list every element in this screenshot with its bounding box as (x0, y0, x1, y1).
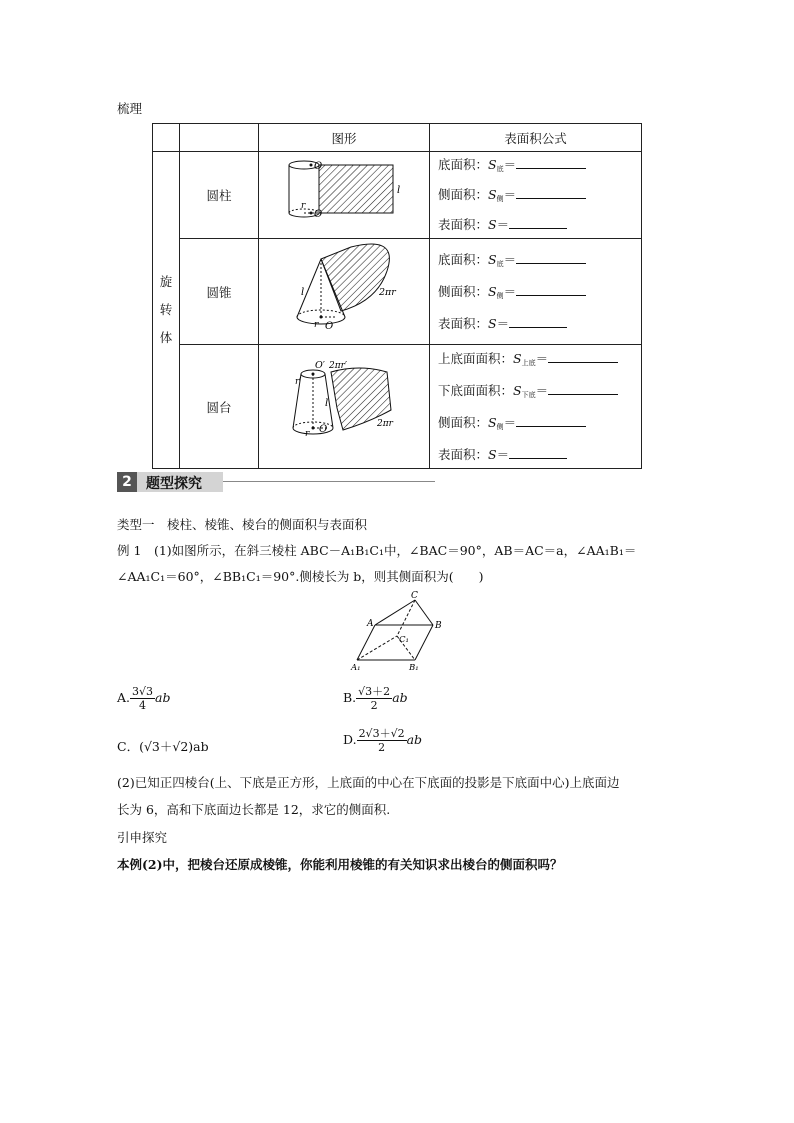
row-name-cylinder: 圆柱 (180, 152, 259, 239)
extension-text: 本例(2)中，把棱台还原成棱锥，你能利用棱锥的有关知识求出棱台的侧面积吗？ (117, 857, 563, 872)
cone-formulas: 底面积：S底＝ 侧面积：S侧＝ 表面积：S＝ (430, 239, 642, 345)
cyl-label-O-bottom: O (314, 208, 323, 220)
example1-part1-line1: (1)如图所示，在斜三棱柱 ABC－A₁B₁C₁中，∠BAC＝90°，AB＝AC＝a，∠AA₁B₁＝ (153, 543, 637, 558)
prism-label-B1: B₁ (409, 663, 419, 672)
frustum-label-O: O (319, 424, 328, 435)
section-number: 2 (117, 472, 137, 492)
example-label: 例 1 (117, 543, 142, 558)
cone-label-arc: 2πr (379, 287, 396, 298)
prism-label-A: A (367, 619, 374, 629)
frustum-label-arc-top: 2πr′ (329, 361, 347, 371)
frustum-unrolled-diagram (259, 350, 429, 460)
review-heading: 梳理 (117, 101, 143, 116)
section-divider (223, 481, 435, 482)
frustum-label-r: r (305, 429, 310, 439)
frustum-label-arc: 2πr (377, 419, 393, 429)
cylinder-unrolled-diagram (259, 153, 429, 235)
cone-label-r: r (314, 320, 319, 330)
frustum-formulas: 上底面面积：S上底＝ 下底面面积：S下底＝ 侧面积：S侧＝ 表面积：S＝ (430, 345, 642, 469)
cyl-label-r: r (301, 200, 306, 211)
header-formula: 表面积公式 (430, 124, 642, 152)
cone-label-l: l (301, 287, 305, 298)
option-B[interactable]: B. $\frac{√3+2}{2}$ ab (343, 685, 408, 712)
frustum-label-l: l (325, 398, 329, 409)
surface-area-table (152, 123, 642, 469)
group-label-rotation-body: 旋 转 体 (153, 152, 180, 469)
option-C[interactable]: C．(√3＋√2)ab (117, 739, 209, 754)
option-D[interactable]: D. $\frac{2√3+√2}{2}$ ab (343, 727, 423, 754)
cylinder-formulas: 底面积：S底＝ 侧面积：S侧＝ 表面积：S＝ (430, 152, 642, 239)
prism-label-C1: C₁ (399, 635, 409, 645)
option-A[interactable]: A. $\frac{3√3}{4}$ ab (117, 685, 171, 712)
cyl-label-O-top: O (314, 160, 323, 172)
row-name-cone: 圆锥 (180, 239, 259, 345)
cyl-label-l: l (397, 184, 401, 196)
example1-part1-line2: ∠AA₁C₁＝60°，∠BB₁C₁＝90°.侧棱长为 b，则其侧面积为( ) (117, 569, 484, 584)
example1-part2-line1: (2)已知正四棱台(上、下底是正方形，上底面的中心在下底面的投影是下底面中心)上底面边 (117, 775, 620, 790)
prism-label-A1: A₁ (351, 663, 361, 672)
cone-unrolled-diagram (259, 239, 429, 341)
prism-label-C: C (411, 591, 418, 601)
frustum-label-r-top: r′ (295, 377, 302, 387)
header-figure: 图形 (259, 124, 430, 152)
row-name-frustum: 圆台 (180, 345, 259, 469)
cylinder-figure (259, 152, 430, 239)
frustum-label-O-top: O′ (315, 360, 325, 371)
prism-label-B: B (435, 621, 442, 631)
example1-line1 (117, 541, 636, 559)
frustum-figure (259, 345, 430, 469)
oblique-prism-figure (345, 590, 455, 672)
cone-figure (259, 239, 430, 345)
cone-label-O: O (325, 321, 334, 332)
example1-part2-line2: 长为 6，高和下底面边长都是 12，求它的侧面积. (117, 802, 391, 817)
section-title: 题型探究 (146, 476, 202, 492)
extension-heading: 引申探究 (117, 830, 168, 845)
type-heading: 类型一 棱柱、棱锥、棱台的侧面积与表面积 (117, 517, 368, 532)
